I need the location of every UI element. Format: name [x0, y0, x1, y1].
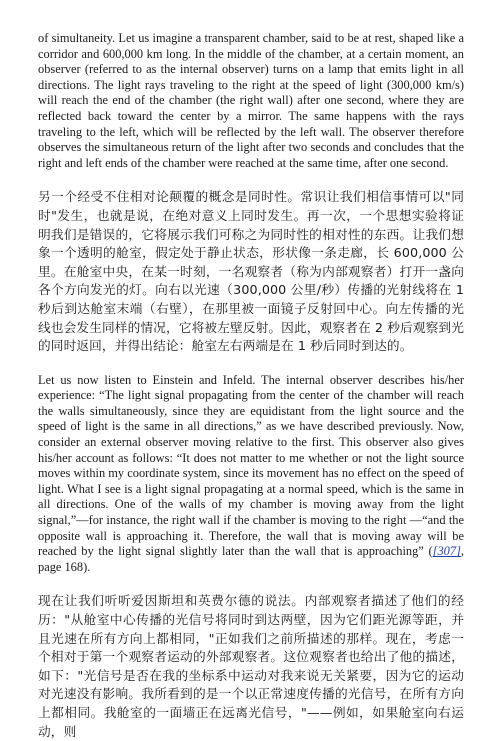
- paragraph-chinese-2: 现在让我们听听爱因斯坦和英费尔德的说法。内部观察者描述了他们的经历："从舱室中心传播的光信号将同时到达两壁，因为它们距光源等距，并且光速在所有方向上都相同，"正如我们之前所描述的那样。现在，考虑一个相对于第一个观察者运动的外部观察者。这位观察者也给出了他的描述，如下："光信号是否在我的坐标系中运动对我来说无关紧要，因为它的运动对光速没有影响。我所看到的是一个以正常速度传播的光信号，在所有方向上都相同。我舱室的一面墙正在远离光信号，"——例如，如果舱室向右运动，则: [38, 593, 464, 739]
- paragraph-chinese-1: 另一个经受不住相对论颠覆的概念是同时性。常识让我们相信事情可以"同时"发生，也就是说，在绝对意义上同时发生。再一次，一个思想实验将证明我们是错误的，它将展示我们可称之为同时性的相对性的东西。让我们想象一个透明的舱室，假定处于静止状态，形状像一条走廊，长 600,000 公里。在舱室中央，在某一时刻，一名观察者（称为内部观察者）打开一盏向各个方向发光的灯。向右以光速（300,000 公里/秒）传播的光射线将在 1 秒后到达舱室末端（右壁），在那里被一面镜子反射回中心。向左传播的光线也会发生同样的情况，它将被左壁反射。因此，观察者在 2 秒后观察到光的同时返回，并得出结论：舱室左右两端是在 1 秒后同时到达的。: [38, 189, 464, 354]
- paragraph-english-1: of simultaneity. Let us imagine a transparent chamber, said to be at rest, shaped like a corridor and 600,000 km long. In the middle of the chamber, at a certain moment, an observer (referred to as the internal observer) turns on a lamp that emits light in all directions. The light rays traveling to the right at the speed of light (300,000 km/s) will reach the end of the chamber (the right wall) after one second, where they are reflected back toward the center by a mirror. The same happens with the rays traveling to the left, which will be reflected by the left wall. The observer therefore observes the simultaneous return of the light after two seconds and concludes that the right and left ends of the chamber were reached at the same time, after one second.: [38, 31, 464, 170]
- paragraph-english-2: [38, 373, 464, 576]
- paragraph-english-2-text: Let us now listen to Einstein and Infeld. The internal observer describes his/her experience: “The light signal propagating from the center of the chamber will reach the walls simultaneously, since they are equidistant from the light source and the speed of light is the same in all directions,” as we have described previously. Now, consider an external observer moving relative to the first. This observer also gives his/her account as follows: “It does not matter to me whether or not the light source moves within my coordinate system, since its movement has no effect on the speed of light. What I see is a light signal propagating at a normal speed, which is the same in all directions. One of the walls of my chamber is moving away from the light signal,”—for instance, the right wall if the chamber is moving to the right —“and the opposite wall is approaching it. Therefore, the wall that is moving away will be reached by the light signal slightly later than the wall that is approaching” (: [38, 372, 464, 559]
- citation-link[interactable]: [307]: [432, 544, 461, 559]
- document-page: [38, 31, 464, 741]
- paragraph-english-2-tail: , page 168).: [38, 544, 464, 574]
